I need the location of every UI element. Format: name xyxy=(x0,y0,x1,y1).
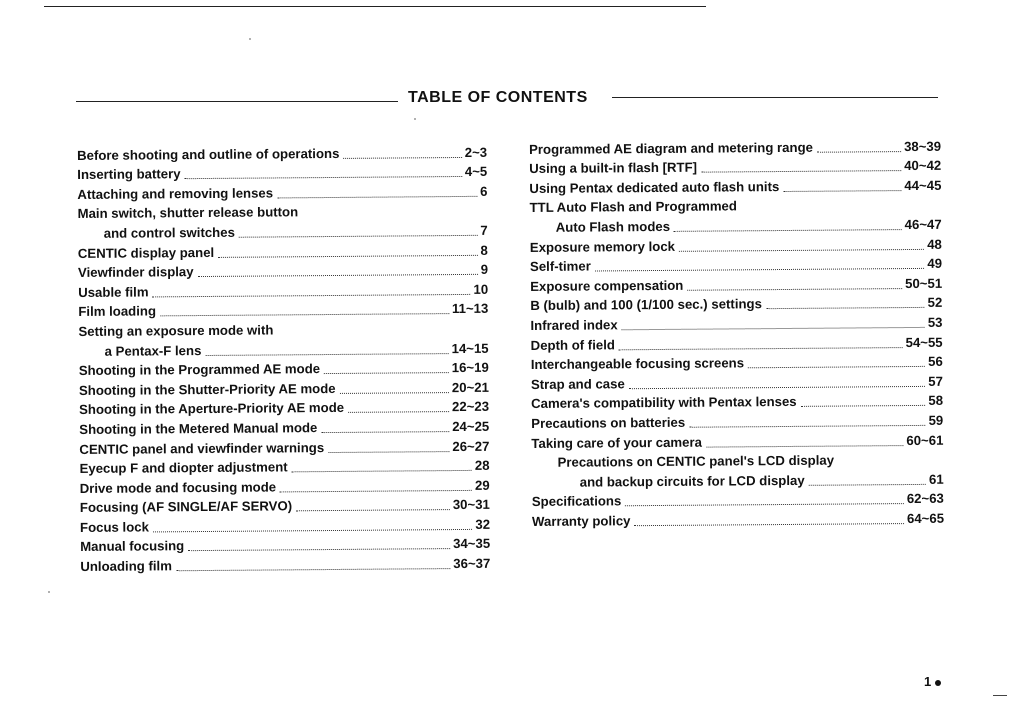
toc-entry-page: 64~65 xyxy=(906,510,945,526)
toc-entry-page: 26~27 xyxy=(452,438,490,454)
toc-left-column xyxy=(77,141,490,575)
toc-leader-dots xyxy=(205,353,448,356)
heading-rule-left xyxy=(76,101,398,102)
toc-entry-page: 36~37 xyxy=(453,555,491,572)
toc-entry-page: 4~5 xyxy=(464,163,488,180)
toc-entry-page: 7 xyxy=(480,222,488,238)
toc-entry-title: Focus lock xyxy=(79,519,149,535)
toc-leader-dots xyxy=(689,425,925,428)
toc-entry-title: Focusing (AF SINGLE/AF SERVO) xyxy=(79,498,293,516)
toc-entry-title: Precautions on CENTIC panel's LCD display xyxy=(557,452,835,470)
toc-entry-title: Shooting in the Shutter-Priority AE mode xyxy=(78,380,336,398)
toc-entry-page: 57 xyxy=(928,373,943,389)
toc-entry-page: 30~31 xyxy=(452,497,490,513)
top-rule xyxy=(44,6,706,7)
toc-entry-title: Manual focusing xyxy=(80,538,185,555)
toc-entry-title: and control switches xyxy=(103,224,235,241)
toc-entry-page: 49 xyxy=(927,255,943,272)
toc-leader-dots xyxy=(188,549,450,552)
toc-leader-dots xyxy=(348,411,449,413)
toc-leader-dots xyxy=(324,372,449,374)
toc-entry-title: B (bulb) and 100 (1/100 sec.) settings xyxy=(530,296,762,314)
toc-entry-title: Setting an exposure mode with xyxy=(78,322,274,339)
speck xyxy=(48,591,50,593)
toc-entry-page: 54~55 xyxy=(905,334,943,350)
toc-entry-title: Shooting in the Metered Manual mode xyxy=(79,420,318,437)
toc-entry-page: 59 xyxy=(928,412,944,428)
toc-leader-dots xyxy=(629,386,925,389)
toc-entry-title: Shooting in the Programmed AE mode xyxy=(78,361,321,379)
toc-leader-dots xyxy=(783,190,901,192)
toc-entry-page: 29 xyxy=(474,477,490,493)
toc-leader-dots xyxy=(321,431,449,433)
heading-rule-right xyxy=(612,97,938,98)
toc-entry-page: 50~51 xyxy=(905,275,943,291)
page-title: TABLE OF CONTENTS xyxy=(408,89,588,106)
toc-entry-title: CENTIC panel and viewfinder warnings xyxy=(79,439,325,457)
toc-entry-title: Taking care of your camera xyxy=(531,434,702,451)
toc-leader-dots xyxy=(801,405,926,407)
toc-entry-title: Using a built-in flash [RTF] xyxy=(529,159,698,177)
toc-entry-page: 9 xyxy=(480,261,489,277)
toc-leader-dots xyxy=(153,294,471,297)
toc-leader-dots xyxy=(328,451,449,453)
toc-entry-title: Camera's compatibility with Pentax lenses xyxy=(531,394,797,412)
toc-entry-title: Depth of field xyxy=(530,336,615,353)
toc-leader-dots xyxy=(619,347,903,350)
speck xyxy=(414,118,416,120)
toc-entry-title: Viewfinder display xyxy=(77,264,194,281)
toc-leader-dots xyxy=(340,392,449,394)
toc-entry-page: 44~45 xyxy=(904,177,942,193)
page-number xyxy=(924,674,941,689)
toc-entry-title: Usable film xyxy=(78,284,149,300)
toc-entry-title: Precautions on batteries xyxy=(531,414,686,431)
toc-entry-title: Warranty policy xyxy=(531,513,631,529)
toc-entry-page: 16~19 xyxy=(451,359,489,376)
toc-leader-dots xyxy=(817,151,901,153)
toc-entry-page: 46~47 xyxy=(904,216,942,233)
corner-mark xyxy=(993,692,1007,696)
toc-entry-page: 48 xyxy=(927,236,942,252)
toc-entry-page: 38~39 xyxy=(903,138,942,154)
toc-entry-title: Main switch, shutter release button xyxy=(77,204,299,222)
toc-leader-dots xyxy=(185,176,462,179)
toc-leader-dots xyxy=(679,248,924,251)
toc-entry-title: Specifications xyxy=(531,493,622,510)
toc-entry-title: Strap and case xyxy=(530,375,625,392)
toc-entry-title: Film loading xyxy=(78,303,157,320)
toc-entry-page: 10 xyxy=(473,281,489,297)
toc-leader-dots xyxy=(766,307,925,309)
toc-entry-page: 40~42 xyxy=(904,157,942,174)
toc-leader-dots xyxy=(622,327,925,330)
toc-leader-dots xyxy=(277,196,477,199)
toc-entry-title: Shooting in the Aperture-Priority AE mode xyxy=(79,400,345,418)
toc-entry-title: and backup circuits for LCD display xyxy=(579,472,805,490)
toc-leader-dots xyxy=(701,170,901,173)
toc-entry-page: 32 xyxy=(475,516,491,532)
toc-leader-dots xyxy=(674,229,902,232)
toc-entry-title: Exposure memory lock xyxy=(529,238,676,255)
toc-leader-dots xyxy=(625,503,904,506)
toc-entry-page: 60~61 xyxy=(906,432,944,448)
toc-entry-title: Eyecup F and diopter adjustment xyxy=(79,459,288,477)
toc-entry-page: 20~21 xyxy=(451,379,489,395)
toc-entry-page: 58 xyxy=(928,393,944,409)
toc-leader-dots xyxy=(176,568,450,571)
toc-entry-title: a Pentax-F lens xyxy=(104,342,202,359)
toc-entry-title: Attaching and removing lenses xyxy=(77,185,274,202)
toc-entry-title: Before shooting and outline of operations xyxy=(77,145,340,163)
toc-leader-dots xyxy=(296,509,450,511)
toc-entry-title: Unloading film xyxy=(80,558,172,575)
toc-entry xyxy=(80,552,490,575)
toc-leader-dots xyxy=(239,235,477,238)
toc-leader-dots xyxy=(595,268,924,272)
toc-entry-title: Drive mode and focusing mode xyxy=(79,479,277,496)
toc-entry-page: 52 xyxy=(927,295,943,311)
toc-entry-page: 53 xyxy=(927,314,943,330)
toc-entry-title: TTL Auto Flash and Programmed xyxy=(529,198,737,216)
page-dot-icon xyxy=(935,680,941,686)
toc-entry-page: 56 xyxy=(928,353,943,369)
speck xyxy=(249,38,251,40)
toc-entry-title: Inserting battery xyxy=(77,166,181,183)
toc-leader-dots xyxy=(343,157,461,159)
toc-right-column xyxy=(529,135,944,530)
toc-entry-title: Programmed AE diagram and metering range xyxy=(529,139,813,157)
toc-entry-page: 24~25 xyxy=(452,418,490,434)
toc-entry-title: Exposure compensation xyxy=(530,277,684,294)
toc-leader-dots xyxy=(218,254,477,257)
toc-entry-title: Auto Flash modes xyxy=(555,218,671,235)
page-number-text: 1 xyxy=(924,674,932,689)
toc-leader-dots xyxy=(292,470,472,472)
toc-leader-dots xyxy=(706,445,903,448)
toc-entry-page: 2~3 xyxy=(464,144,488,160)
toc-entry-page: 11~13 xyxy=(451,301,489,317)
toc-entry-title: Infrared index xyxy=(530,317,618,333)
toc-entry-page: 6 xyxy=(479,183,488,199)
toc-leader-dots xyxy=(198,274,478,277)
toc-entry-page: 61 xyxy=(928,471,944,487)
toc-entry xyxy=(532,507,944,530)
toc-leader-dots xyxy=(687,288,902,291)
toc-entry-title: Self-timer xyxy=(529,258,591,275)
toc-leader-dots xyxy=(809,484,926,486)
toc-entry-page: 22~23 xyxy=(451,399,490,415)
toc-entry-title: Using Pentax dedicated auto flash units xyxy=(529,178,780,196)
toc-entry-page: 34~35 xyxy=(453,536,491,552)
toc-entry-page: 8 xyxy=(480,242,488,258)
toc-leader-dots xyxy=(153,529,472,533)
toc-heading xyxy=(76,88,938,114)
toc-entry-page: 14~15 xyxy=(451,340,489,356)
toc-entry-page: 28 xyxy=(474,457,490,473)
toc-leader-dots xyxy=(160,313,449,316)
toc-entry-title: CENTIC display panel xyxy=(77,244,215,261)
toc-entry-page: 62~63 xyxy=(906,491,944,507)
toc-leader-dots xyxy=(634,523,903,526)
toc-leader-dots xyxy=(748,366,925,368)
toc-leader-dots xyxy=(280,490,472,493)
toc-entry-title: Interchangeable focusing screens xyxy=(530,355,745,373)
